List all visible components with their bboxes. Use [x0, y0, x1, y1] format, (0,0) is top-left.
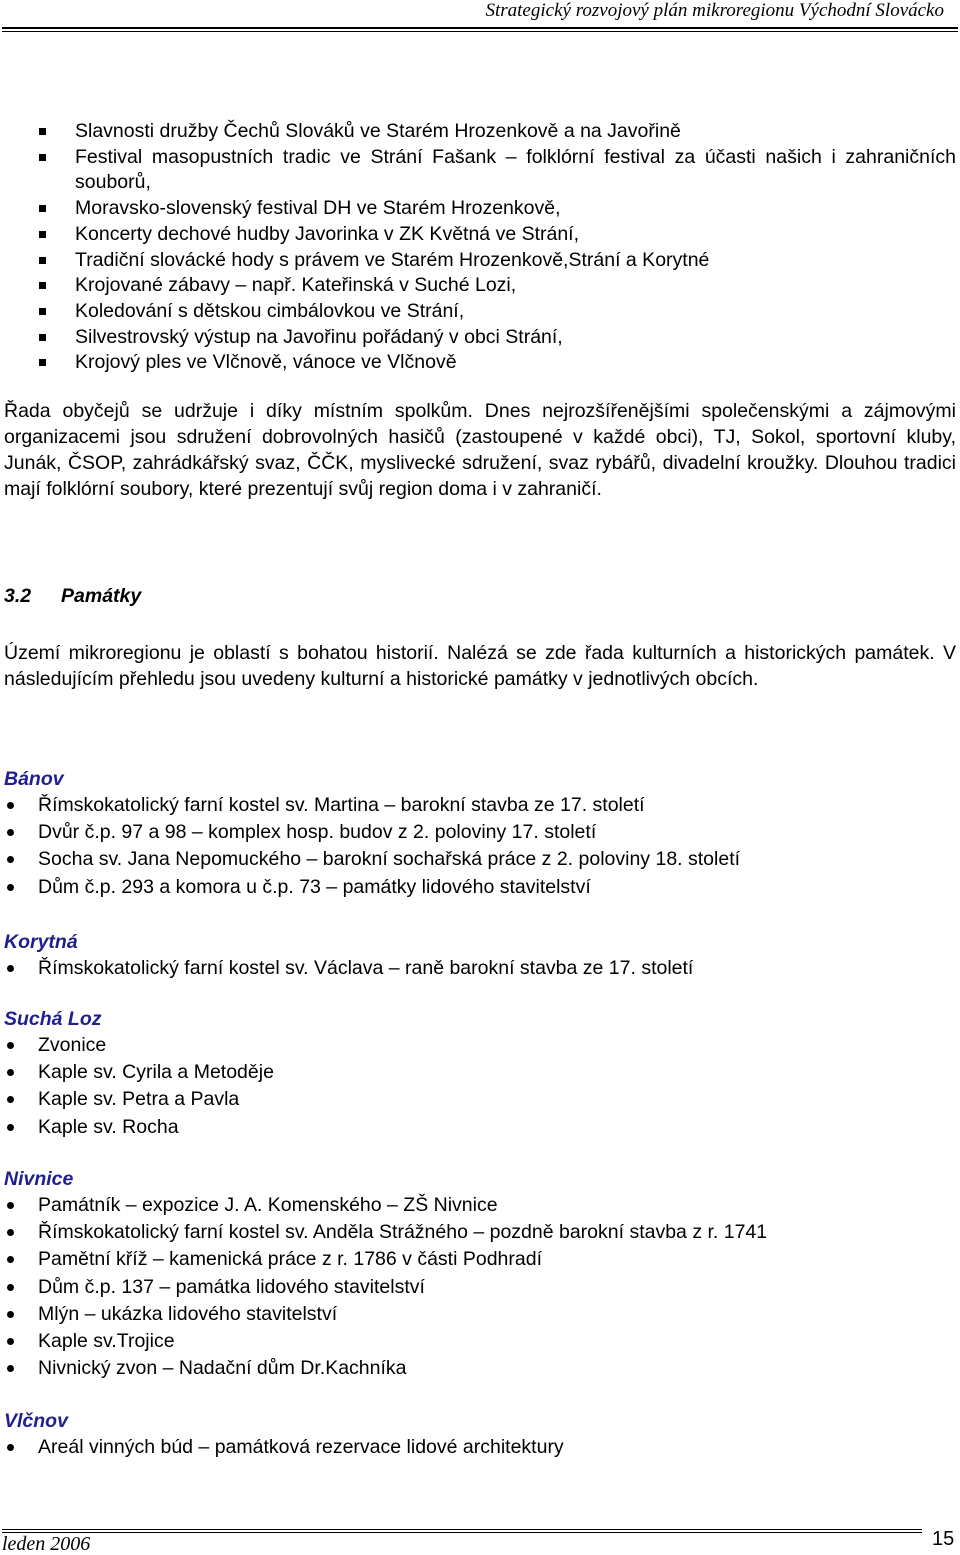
monument-list [4, 1192, 956, 1382]
monument-item: Mlýn – ukázka lidového stavitelství [4, 1301, 956, 1328]
page-number: 15 [932, 1528, 955, 1550]
monument-list [4, 792, 956, 901]
monument-item: Římskokatolický farní kostel sv. Anděla Strážného – pozdně barokní stavba z r. 1741 [4, 1219, 956, 1246]
section-heading [4, 583, 141, 609]
village-name: Suchá Loz [4, 1008, 102, 1030]
monument-list [4, 1032, 956, 1141]
monument-item: Dvůr č.p. 97 a 98 – komplex hosp. budov z 2. poloviny 17. století [4, 819, 956, 846]
event-item: Koledování s dětskou cimbálovkou ve Strání, [0, 299, 960, 325]
event-item: Krojované zábavy – např. Kateřinská v Suché Lozi, [0, 273, 960, 299]
monument-item: Pamětní kříž – kamenická práce z r. 1786 v části Podhradí [4, 1246, 956, 1273]
event-item: Moravsko-slovenský festival DH ve Starém Hrozenkově, [0, 196, 960, 222]
section-title: Památky [61, 585, 142, 607]
event-item: Slavnosti družby Čechů Slováků ve Starém Hrozenkově a na Javořině [0, 119, 960, 145]
footer-rule [2, 1529, 922, 1530]
event-item: Silvestrovský výstup na Javořinu pořádaný v obci Strání, [0, 325, 960, 351]
village-banov [4, 766, 956, 901]
village-vlcnov [4, 1408, 956, 1461]
monument-item: Kaple sv. Cyrila a Metoděje [4, 1059, 956, 1086]
monument-item: Kaple sv. Rocha [4, 1114, 956, 1141]
monument-item: Zvonice [4, 1032, 956, 1059]
monument-list [4, 1434, 956, 1461]
monument-list [4, 955, 956, 982]
page-header-title: Strategický rozvojový plán mikroregionu Východní Slovácko [485, 0, 944, 21]
village-name: Bánov [4, 768, 64, 790]
village-sucha-loz [4, 1006, 956, 1141]
monument-item: Památník – expozice J. A. Komenského – ZŠ Nivnice [4, 1192, 956, 1219]
monument-item: Areál vinných búd – památková rezervace lidové architektury [4, 1434, 956, 1461]
paragraph-monuments: Území mikroregionu je oblastí s bohatou historií. Nalézá se zde řada kulturních a historických památek. V následujícím přehledu jsou uvedeny kulturní a historické památky v jednotlivých obcích. [4, 642, 956, 690]
village-nivnice [4, 1166, 956, 1382]
event-item: Tradiční slovácké hody s právem ve Starém Hrozenkově,Strání a Korytné [0, 248, 960, 274]
village-korytna [4, 929, 956, 982]
footer-date: leden 2006 [2, 1533, 91, 1555]
village-name: Korytná [4, 931, 78, 953]
event-item: Festival masopustních tradic ve Strání Fašank – folklórní festival za účasti našich i zahraničních souborů, [0, 145, 960, 196]
village-name: Nivnice [4, 1168, 74, 1190]
village-name: Vlčnov [4, 1410, 68, 1432]
monument-item: Kaple sv. Petra a Pavla [4, 1086, 956, 1113]
monument-item: Kaple sv.Trojice [4, 1328, 956, 1355]
header-rule [2, 27, 958, 32]
monument-item: Římskokatolický farní kostel sv. Martina – barokní stavba ze 17. století [4, 792, 956, 819]
event-item: Krojový ples ve Vlčnově, vánoce ve Vlčnově [0, 350, 960, 376]
event-item: Koncerty dechové hudby Javorinka v ZK Květná ve Strání, [0, 222, 960, 248]
paragraph-customs: Řada obyčejů se udržuje i díky místním spolkům. Dnes nejrozšířenějšími společenskými a zájmovými organizacemi jsou sdružení dobrovolných hasičů (zastoupené v každé obci), TJ, Sokol, sportovní kluby, Junák, ČSOP, zahrádkářský svaz, ČČK, myslivecké sdružení, svaz rybářů, divadelní kroužky. Dlouhou tradici mají folklórní soubory, které prezentují svůj region doma i v zahraničí. [4, 400, 956, 500]
events-list [0, 119, 960, 376]
monument-item: Dům č.p. 293 a komora u č.p. 73 – památky lidového stavitelství [4, 874, 956, 901]
monument-item: Římskokatolický farní kostel sv. Václava – raně barokní stavba ze 17. století [4, 955, 956, 982]
monument-item: Socha sv. Jana Nepomuckého – barokní sochařská práce z 2. poloviny 18. století [4, 846, 956, 873]
section-number: 3.2 [4, 585, 32, 607]
monument-item: Dům č.p. 137 – památka lidového stavitelství [4, 1274, 956, 1301]
monument-item: Nivnický zvon – Nadační dům Dr.Kachníka [4, 1355, 956, 1382]
